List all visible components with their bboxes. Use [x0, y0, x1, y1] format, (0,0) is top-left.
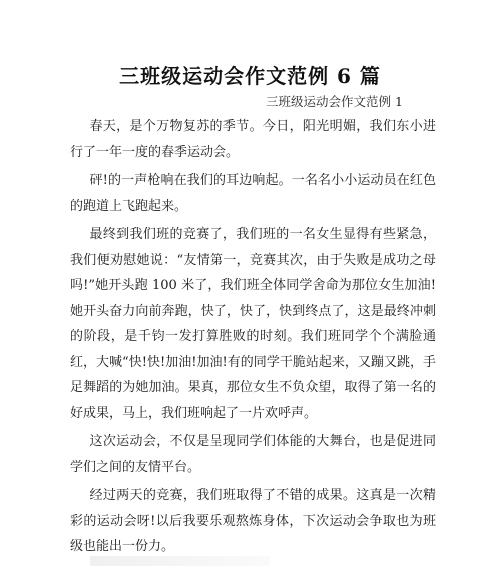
paragraph: 最终到我们班的竞赛了，我们班的一名女生显得有些紧急，我们便劝慰她说：“友情第一，竞赛其次，由于失败是成功之母吗!”她开头跑 100 米了，我们班全体同学舍命为那位女生加油!她开头奋力向前奔跑，快了，快了，快到终点了，这是最终冲刺的阶段，是千钧一发打算胜败的时刻。我们班同学个个满脸通红，大喊“快!快!加油!加油!有的同学干脆站起来，又蹦又跳，手足舞蹈的为她加油。果真，那位女生不负众望，取得了第一名的好成果，马上，我们班响起了一片欢呼声。	[70, 227, 436, 421]
document-title: 三班级运动会作文范例 6 篇	[119, 64, 381, 88]
document-body	[70, 114, 436, 563]
paragraph: 砰!的一声枪响在我们的耳边响起。一名名小小运动员在红色的跑道上飞跑起来。	[70, 173, 436, 214]
page-bottom-shadow	[90, 556, 270, 566]
document-subtitle: 三班级运动会作文范例 1	[266, 94, 403, 109]
paragraph: 春天，是个万物复苏的季节。今日，阳光明媚，我们东小进行了一年一度的春季运动会。	[70, 119, 436, 160]
paragraph: 这次运动会，不仅是呈现同学们体能的大舞台，也是促进同学们之间的友情平台。	[70, 434, 436, 475]
paragraph: 经过两天的竞赛，我们班取得了不错的成果。这真是一次精彩的运动会呀!以后我要乐观熬炼身体，下次运动会争取也为班级也能出一份力。	[70, 488, 436, 554]
